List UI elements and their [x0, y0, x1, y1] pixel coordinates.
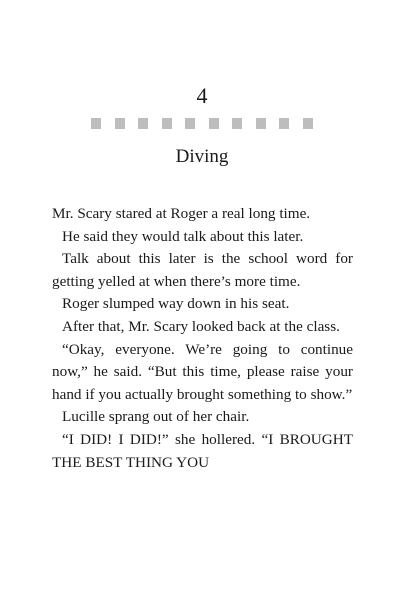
divider-square: [185, 118, 195, 129]
chapter-number: 4: [196, 83, 208, 108]
divider-square: [91, 118, 101, 129]
divider-square: [209, 118, 219, 129]
paragraph: Lucille sprang out of her chair.: [62, 408, 250, 426]
chapter-divider: [91, 118, 313, 129]
divider-square: [256, 118, 266, 129]
paragraph: “Okay, everyone. We’re going to continue now,” he said. “But this time, please raise your hand if you actually brought something to show.”: [52, 340, 353, 403]
divider-square: [115, 118, 125, 129]
chapter-body: [52, 203, 353, 474]
paragraph: He said they would talk about this later.: [62, 227, 304, 245]
paragraph: “I DID! I DID!” she hollered. “I BROUGHT THE BEST THING YOU: [52, 430, 353, 471]
divider-square: [279, 118, 289, 129]
divider-square: [162, 118, 172, 129]
paragraph: Talk about this later is the school word for getting yelled at when there’s more time.: [52, 250, 353, 290]
paragraph: After that, Mr. Scary looked back at the class.: [62, 317, 340, 335]
divider-square: [303, 118, 313, 129]
paragraph: Roger slumped way down in his seat.: [62, 295, 290, 313]
chapter-title: Diving: [175, 146, 229, 167]
divider-square: [138, 118, 148, 129]
divider-square: [232, 118, 242, 129]
paragraph: Mr. Scary stared at Roger a real long time.: [52, 205, 311, 222]
